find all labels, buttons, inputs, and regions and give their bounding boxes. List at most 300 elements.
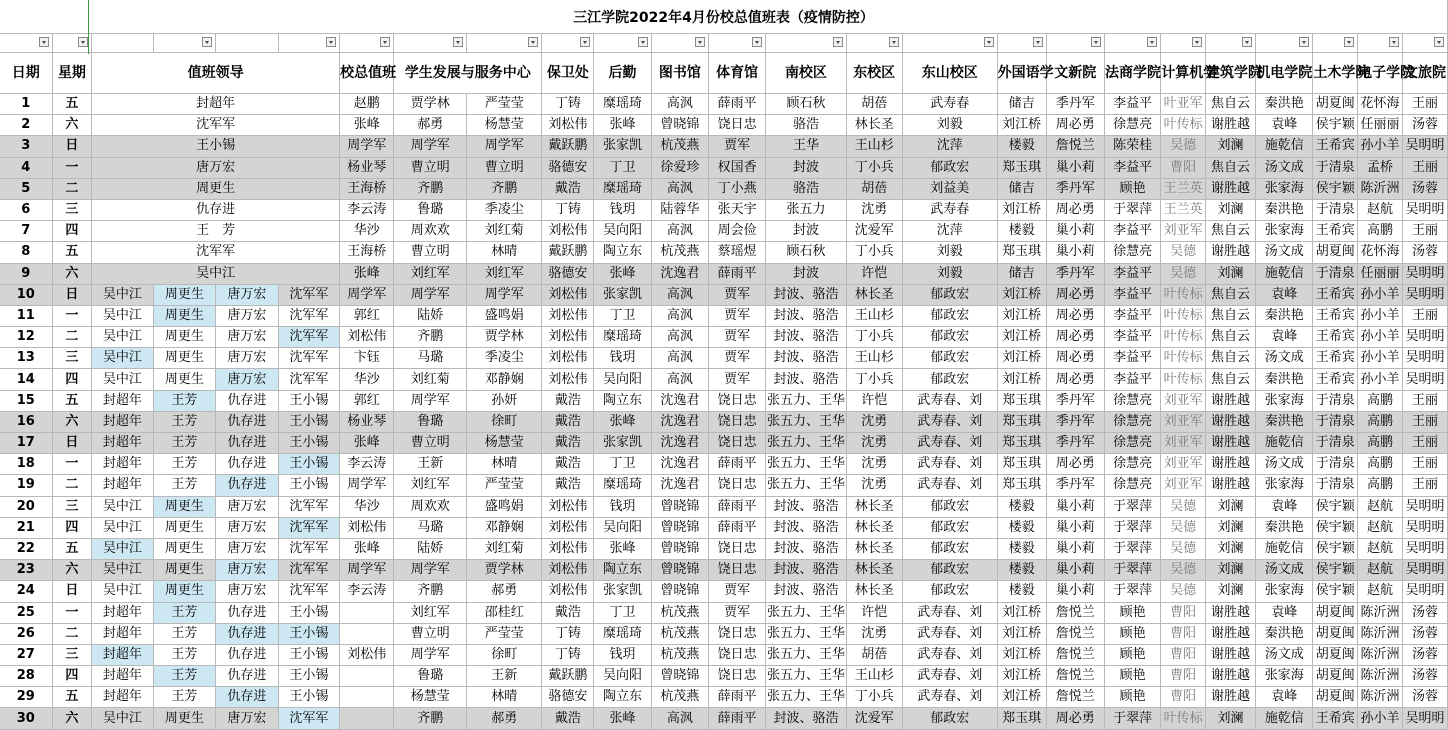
weekday-cell[interactable]: 二 — [52, 623, 92, 644]
duty-cell[interactable]: 齐鹏 — [394, 708, 467, 729]
duty-cell[interactable]: 郁政宏 — [902, 327, 997, 348]
duty-cell[interactable]: 高沨 — [651, 369, 708, 390]
duty-cell[interactable]: 周学军 — [394, 390, 467, 411]
duty-cell[interactable]: 贾军 — [709, 602, 766, 623]
duty-cell[interactable] — [340, 623, 394, 644]
filter-dropdown-button[interactable] — [1033, 37, 1043, 47]
duty-cell[interactable]: 贾军 — [709, 581, 766, 602]
date-cell[interactable]: 5 — [0, 178, 52, 199]
duty-cell[interactable]: 林长圣 — [846, 115, 902, 136]
duty-cell[interactable]: 杭茂燕 — [651, 136, 708, 157]
duty-cell[interactable]: 赵航 — [1358, 517, 1403, 538]
duty-cell[interactable]: 吴德 — [1161, 538, 1206, 559]
duty-cell[interactable]: 华沙 — [340, 496, 394, 517]
filter-dropdown-button[interactable] — [528, 37, 538, 47]
duty-cell[interactable]: 吴德 — [1161, 136, 1206, 157]
duty-cell[interactable]: 于清泉 — [1313, 263, 1358, 284]
leader-cell[interactable]: 沈军军 — [278, 348, 339, 369]
duty-cell[interactable]: 王希宾 — [1313, 284, 1358, 305]
duty-cell[interactable]: 巢小莉 — [1046, 581, 1104, 602]
duty-cell[interactable]: 谢胜越 — [1206, 666, 1256, 687]
duty-cell[interactable]: 周学军 — [394, 560, 467, 581]
duty-cell[interactable]: 丁小兵 — [846, 157, 902, 178]
weekday-cell[interactable]: 日 — [52, 284, 92, 305]
duty-cell[interactable]: 周必勇 — [1046, 708, 1104, 729]
duty-cell[interactable]: 丁铸 — [542, 94, 594, 115]
duty-cell[interactable]: 张家凯 — [594, 581, 651, 602]
duty-cell[interactable]: 武寿春、刘 — [902, 687, 997, 708]
leader-cell[interactable]: 王小锡 — [278, 602, 339, 623]
duty-cell[interactable]: 刘红军 — [467, 263, 542, 284]
duty-cell[interactable]: 饶日忠 — [709, 390, 766, 411]
duty-cell[interactable]: 马璐 — [394, 517, 467, 538]
duty-cell[interactable]: 薛雨平 — [709, 687, 766, 708]
filter-dropdown-button[interactable] — [695, 37, 705, 47]
duty-cell[interactable]: 郁政宏 — [902, 496, 997, 517]
duty-cell[interactable]: 周必勇 — [1046, 369, 1104, 390]
duty-cell[interactable]: 严莹莹 — [467, 475, 542, 496]
date-cell[interactable]: 24 — [0, 581, 52, 602]
duty-cell[interactable]: 王丽 — [1402, 305, 1447, 326]
duty-cell[interactable]: 谢胜越 — [1206, 115, 1256, 136]
duty-cell[interactable]: 叶传标 — [1161, 369, 1206, 390]
column-header[interactable]: 外国语学 — [997, 53, 1046, 94]
filter-dropdown-button[interactable] — [1434, 37, 1444, 47]
duty-cell[interactable] — [340, 708, 394, 729]
filter-dropdown-button[interactable] — [1299, 37, 1309, 47]
duty-cell[interactable]: 郑玉琪 — [997, 157, 1046, 178]
weekday-cell[interactable]: 六 — [52, 263, 92, 284]
duty-cell[interactable]: 张家海 — [1256, 390, 1313, 411]
leader-cell[interactable]: 封超年 — [92, 623, 153, 644]
duty-cell[interactable]: 戴浩 — [542, 433, 594, 454]
duty-cell[interactable]: 巢小莉 — [1046, 496, 1104, 517]
weekday-cell[interactable]: 二 — [52, 475, 92, 496]
leader-cell[interactable]: 周更生 — [153, 517, 216, 538]
duty-cell[interactable]: 施乾信 — [1256, 433, 1313, 454]
duty-cell[interactable]: 林晴 — [467, 687, 542, 708]
duty-cell[interactable]: 刘澜 — [1206, 560, 1256, 581]
weekday-cell[interactable]: 三 — [52, 644, 92, 665]
leader-cell[interactable]: 仇存进 — [216, 454, 279, 475]
duty-cell[interactable]: 郑玉琪 — [997, 708, 1046, 729]
leader-cell[interactable]: 周更生 — [153, 284, 216, 305]
duty-cell[interactable]: 秦洪艳 — [1256, 517, 1313, 538]
duty-cell[interactable]: 刘松伟 — [542, 221, 594, 242]
leader-cell[interactable]: 唐万宏 — [216, 284, 279, 305]
duty-cell[interactable]: 封波、骆浩 — [766, 369, 846, 390]
duty-cell[interactable]: 刘亚军 — [1161, 433, 1206, 454]
duty-cell[interactable]: 李益平 — [1104, 284, 1160, 305]
duty-cell[interactable]: 侯宇颖 — [1313, 115, 1358, 136]
column-header[interactable]: 值班领导 — [92, 53, 340, 94]
duty-cell[interactable]: 刘红军 — [394, 602, 467, 623]
column-header[interactable]: 土木学院 — [1313, 53, 1358, 94]
duty-cell[interactable]: 刘红菊 — [467, 221, 542, 242]
duty-cell[interactable]: 刘澜 — [1206, 263, 1256, 284]
duty-cell[interactable]: 杭茂燕 — [651, 602, 708, 623]
duty-cell[interactable]: 曹阳 — [1161, 157, 1206, 178]
date-cell[interactable]: 20 — [0, 496, 52, 517]
duty-cell[interactable]: 楼毅 — [997, 581, 1046, 602]
leader-cell[interactable]: 唐万宏 — [216, 327, 279, 348]
duty-cell[interactable]: 谢胜越 — [1206, 602, 1256, 623]
leader-cell[interactable]: 沈军军 — [278, 538, 339, 559]
duty-cell[interactable]: 于清泉 — [1313, 475, 1358, 496]
duty-cell[interactable]: 胡蓓 — [846, 94, 902, 115]
leader-cell[interactable]: 王小锡 — [278, 475, 339, 496]
duty-cell[interactable]: 王丽 — [1402, 157, 1447, 178]
duty-cell[interactable]: 吴明明 — [1402, 327, 1447, 348]
duty-cell[interactable]: 丁铸 — [542, 644, 594, 665]
duty-cell[interactable]: 刘松伟 — [340, 644, 394, 665]
duty-cell[interactable]: 贾军 — [709, 369, 766, 390]
duty-cell[interactable]: 曹阳 — [1161, 602, 1206, 623]
duty-cell[interactable]: 林长圣 — [846, 581, 902, 602]
duty-cell[interactable]: 储吉 — [997, 263, 1046, 284]
duty-cell[interactable]: 薛雨平 — [709, 496, 766, 517]
duty-cell[interactable]: 李益平 — [1104, 369, 1160, 390]
duty-cell[interactable]: 沈逸君 — [651, 390, 708, 411]
duty-cell[interactable]: 顾艳 — [1104, 602, 1160, 623]
duty-cell[interactable]: 孙小羊 — [1358, 284, 1403, 305]
duty-cell[interactable] — [340, 687, 394, 708]
duty-cell[interactable]: 詹悦兰 — [1046, 666, 1104, 687]
leader-cell[interactable]: 吴中江 — [92, 369, 153, 390]
leader-cell[interactable]: 王小锡 — [278, 433, 339, 454]
weekday-cell[interactable]: 一 — [52, 157, 92, 178]
duty-cell[interactable]: 王山杉 — [846, 666, 902, 687]
leader-cell[interactable]: 唐万宏 — [216, 560, 279, 581]
weekday-cell[interactable]: 一 — [52, 602, 92, 623]
duty-cell[interactable]: 徐慧亮 — [1104, 475, 1160, 496]
duty-cell[interactable]: 高鹏 — [1358, 221, 1403, 242]
duty-cell[interactable]: 袁峰 — [1256, 687, 1313, 708]
leader-cell[interactable]: 王芳 — [153, 644, 216, 665]
leader-cell[interactable]: 封超年 — [92, 433, 153, 454]
duty-cell[interactable]: 胡蓓 — [846, 178, 902, 199]
duty-cell[interactable]: 谢胜越 — [1206, 433, 1256, 454]
filter-dropdown-button[interactable] — [1091, 37, 1101, 47]
leader-cell[interactable]: 沈军军 — [278, 305, 339, 326]
leader-cell[interactable]: 封超年 — [92, 454, 153, 475]
date-cell[interactable]: 6 — [0, 199, 52, 220]
duty-cell[interactable]: 刘松伟 — [542, 560, 594, 581]
leader-cell[interactable]: 王芳 — [153, 454, 216, 475]
duty-cell[interactable]: 孙妍 — [467, 390, 542, 411]
duty-cell[interactable]: 季丹军 — [1046, 475, 1104, 496]
duty-cell[interactable]: 武寿春、刘 — [902, 411, 997, 432]
column-header[interactable]: 文新院 — [1046, 53, 1104, 94]
duty-cell[interactable]: 林晴 — [467, 454, 542, 475]
duty-cell[interactable]: 刘亚军 — [1161, 390, 1206, 411]
duty-cell[interactable]: 刘益美 — [902, 178, 997, 199]
duty-cell[interactable]: 高沨 — [651, 284, 708, 305]
duty-cell[interactable] — [340, 666, 394, 687]
duty-cell[interactable]: 刘毅 — [902, 263, 997, 284]
filter-dropdown-button[interactable] — [1192, 37, 1202, 47]
duty-cell[interactable]: 周必勇 — [1046, 199, 1104, 220]
duty-cell[interactable]: 高沨 — [651, 221, 708, 242]
duty-cell[interactable]: 华沙 — [340, 221, 394, 242]
duty-cell[interactable]: 钱玥 — [594, 496, 651, 517]
leader-cell[interactable]: 唐万宏 — [92, 157, 340, 178]
filter-dropdown-button[interactable] — [202, 37, 212, 47]
duty-cell[interactable]: 丁卫 — [594, 305, 651, 326]
duty-cell[interactable]: 孙小羊 — [1358, 327, 1403, 348]
duty-cell[interactable]: 张峰 — [594, 411, 651, 432]
duty-cell[interactable]: 张五力、王华 — [766, 623, 846, 644]
duty-cell[interactable]: 顾艳 — [1104, 178, 1160, 199]
date-cell[interactable]: 18 — [0, 454, 52, 475]
duty-cell[interactable]: 鲁璐 — [394, 666, 467, 687]
leader-cell[interactable]: 吴中江 — [92, 348, 153, 369]
duty-cell[interactable]: 武寿春、刘 — [902, 454, 997, 475]
duty-cell[interactable]: 曹立明 — [394, 157, 467, 178]
duty-cell[interactable]: 杨慧莹 — [467, 433, 542, 454]
duty-cell[interactable]: 周学军 — [340, 560, 394, 581]
column-header[interactable]: 南校区 — [766, 53, 846, 94]
duty-cell[interactable]: 郑玉琪 — [997, 454, 1046, 475]
duty-cell[interactable]: 汤文成 — [1256, 348, 1313, 369]
duty-cell[interactable]: 于翠萍 — [1104, 581, 1160, 602]
duty-cell[interactable]: 封波 — [766, 157, 846, 178]
duty-cell[interactable]: 孟桥 — [1358, 157, 1403, 178]
duty-cell[interactable]: 施乾信 — [1256, 538, 1313, 559]
leader-cell[interactable]: 吴中江 — [92, 327, 153, 348]
duty-cell[interactable]: 丁铸 — [542, 623, 594, 644]
leader-cell[interactable]: 王小锡 — [278, 390, 339, 411]
duty-cell[interactable]: 刘江桥 — [997, 687, 1046, 708]
duty-cell[interactable]: 秦洪艳 — [1256, 94, 1313, 115]
duty-cell[interactable]: 严莹莹 — [467, 623, 542, 644]
duty-cell[interactable]: 薛雨平 — [709, 708, 766, 729]
weekday-cell[interactable]: 四 — [52, 369, 92, 390]
duty-cell[interactable]: 周欢欢 — [394, 496, 467, 517]
duty-cell[interactable]: 华沙 — [340, 369, 394, 390]
duty-cell[interactable]: 周欢欢 — [394, 221, 467, 242]
duty-cell[interactable]: 张天宇 — [709, 199, 766, 220]
duty-cell[interactable]: 施乾信 — [1256, 708, 1313, 729]
duty-cell[interactable]: 徐町 — [467, 644, 542, 665]
duty-cell[interactable]: 巢小莉 — [1046, 560, 1104, 581]
duty-cell[interactable]: 王山杉 — [846, 305, 902, 326]
duty-cell[interactable]: 封波、骆浩 — [766, 327, 846, 348]
duty-cell[interactable]: 高鹏 — [1358, 433, 1403, 454]
column-header[interactable]: 图书馆 — [651, 53, 708, 94]
column-header[interactable]: 学生发展与服务中心 — [394, 53, 542, 94]
duty-cell[interactable]: 郑玉琪 — [997, 411, 1046, 432]
duty-cell[interactable]: 郁政宏 — [902, 560, 997, 581]
duty-cell[interactable]: 丁铸 — [542, 199, 594, 220]
duty-cell[interactable]: 曹阳 — [1161, 623, 1206, 644]
duty-cell[interactable]: 饶日忠 — [709, 623, 766, 644]
weekday-cell[interactable]: 六 — [52, 115, 92, 136]
duty-cell[interactable]: 林长圣 — [846, 517, 902, 538]
duty-cell[interactable]: 骆浩 — [766, 178, 846, 199]
duty-cell[interactable]: 刘江桥 — [997, 666, 1046, 687]
duty-cell[interactable]: 丁小燕 — [709, 178, 766, 199]
duty-cell[interactable]: 于清泉 — [1313, 454, 1358, 475]
duty-cell[interactable]: 王山杉 — [846, 348, 902, 369]
duty-cell[interactable]: 薛雨平 — [709, 263, 766, 284]
duty-cell[interactable]: 刘松伟 — [542, 496, 594, 517]
duty-cell[interactable]: 刘松伟 — [340, 327, 394, 348]
date-cell[interactable]: 7 — [0, 221, 52, 242]
duty-cell[interactable]: 陈荣桂 — [1104, 136, 1160, 157]
duty-cell[interactable]: 于清泉 — [1313, 390, 1358, 411]
duty-cell[interactable]: 饶日忠 — [709, 538, 766, 559]
leader-cell[interactable]: 王芳 — [153, 390, 216, 411]
weekday-cell[interactable]: 六 — [52, 560, 92, 581]
leader-cell[interactable]: 吴中江 — [92, 305, 153, 326]
date-cell[interactable]: 11 — [0, 305, 52, 326]
duty-cell[interactable]: 刘澜 — [1206, 136, 1256, 157]
duty-cell[interactable]: 薛雨平 — [709, 454, 766, 475]
duty-cell[interactable]: 糜瑶琦 — [594, 327, 651, 348]
duty-cell[interactable]: 戴浩 — [542, 178, 594, 199]
weekday-cell[interactable]: 一 — [52, 454, 92, 475]
duty-cell[interactable]: 张家海 — [1256, 221, 1313, 242]
duty-cell[interactable]: 胡夏闽 — [1313, 687, 1358, 708]
duty-cell[interactable]: 秦洪艳 — [1256, 369, 1313, 390]
duty-cell[interactable]: 赵航 — [1358, 560, 1403, 581]
duty-cell[interactable]: 刘松伟 — [542, 284, 594, 305]
duty-cell[interactable]: 刘澜 — [1206, 538, 1256, 559]
duty-cell[interactable]: 高鹏 — [1358, 475, 1403, 496]
duty-cell[interactable]: 封波 — [766, 221, 846, 242]
duty-cell[interactable]: 李云涛 — [340, 581, 394, 602]
duty-cell[interactable]: 王丽 — [1402, 411, 1447, 432]
duty-cell[interactable]: 沈萍 — [902, 136, 997, 157]
duty-cell[interactable]: 邵桂红 — [467, 602, 542, 623]
filter-dropdown-button[interactable] — [580, 37, 590, 47]
duty-cell[interactable]: 沈爱军 — [846, 221, 902, 242]
duty-cell[interactable]: 赵航 — [1358, 538, 1403, 559]
duty-cell[interactable]: 吴明明 — [1402, 560, 1447, 581]
duty-cell[interactable]: 糜瑶琦 — [594, 623, 651, 644]
duty-cell[interactable]: 吴明明 — [1402, 136, 1447, 157]
duty-cell[interactable]: 曾晓锦 — [651, 538, 708, 559]
duty-cell[interactable]: 郑玉琪 — [997, 475, 1046, 496]
duty-cell[interactable]: 刘江桥 — [997, 369, 1046, 390]
date-cell[interactable]: 23 — [0, 560, 52, 581]
duty-cell[interactable]: 周学军 — [467, 284, 542, 305]
duty-cell[interactable]: 武寿春、刘 — [902, 390, 997, 411]
duty-cell[interactable]: 詹悦兰 — [1046, 602, 1104, 623]
duty-cell[interactable]: 张峰 — [594, 115, 651, 136]
duty-cell[interactable]: 刘江桥 — [997, 348, 1046, 369]
duty-cell[interactable]: 顾艳 — [1104, 623, 1160, 644]
duty-cell[interactable]: 王丽 — [1402, 94, 1447, 115]
duty-cell[interactable]: 叶传标 — [1161, 348, 1206, 369]
duty-cell[interactable]: 王海桥 — [340, 178, 394, 199]
duty-cell[interactable]: 贾军 — [709, 284, 766, 305]
duty-cell[interactable]: 储吉 — [997, 178, 1046, 199]
filter-dropdown-button[interactable] — [833, 37, 843, 47]
weekday-cell[interactable]: 日 — [52, 433, 92, 454]
weekday-cell[interactable]: 一 — [52, 305, 92, 326]
duty-cell[interactable]: 于翠萍 — [1104, 517, 1160, 538]
duty-cell[interactable]: 曹阳 — [1161, 687, 1206, 708]
duty-cell[interactable]: 吴明明 — [1402, 263, 1447, 284]
duty-cell[interactable]: 顾石秋 — [766, 242, 846, 263]
duty-cell[interactable]: 袁峰 — [1256, 602, 1313, 623]
duty-cell[interactable]: 饶日忠 — [709, 115, 766, 136]
duty-cell[interactable]: 曹立明 — [467, 157, 542, 178]
duty-cell[interactable]: 杭茂燕 — [651, 623, 708, 644]
duty-cell[interactable]: 徐慧亮 — [1104, 242, 1160, 263]
leader-cell[interactable]: 王芳 — [153, 475, 216, 496]
leader-cell[interactable]: 唐万宏 — [216, 496, 279, 517]
leader-cell[interactable]: 王小锡 — [278, 687, 339, 708]
duty-cell[interactable]: 刘澜 — [1206, 581, 1256, 602]
date-cell[interactable]: 2 — [0, 115, 52, 136]
duty-cell[interactable]: 刘红军 — [394, 263, 467, 284]
leader-cell[interactable]: 王 芳 — [92, 221, 340, 242]
duty-cell[interactable]: 贾学林 — [467, 327, 542, 348]
duty-cell[interactable]: 封波、骆浩 — [766, 708, 846, 729]
duty-cell[interactable]: 丁卫 — [594, 602, 651, 623]
column-header[interactable]: 日期 — [0, 53, 52, 94]
duty-cell[interactable]: 张五力、王华 — [766, 411, 846, 432]
leader-cell[interactable]: 封超年 — [92, 687, 153, 708]
duty-cell[interactable]: 吴德 — [1161, 263, 1206, 284]
duty-cell[interactable]: 张五力、王华 — [766, 433, 846, 454]
duty-cell[interactable]: 徐慧亮 — [1104, 390, 1160, 411]
filter-dropdown-button[interactable] — [380, 37, 390, 47]
duty-cell[interactable]: 丁小兵 — [846, 242, 902, 263]
duty-cell[interactable]: 沈勇 — [846, 454, 902, 475]
duty-cell[interactable]: 孙小羊 — [1358, 136, 1403, 157]
duty-cell[interactable]: 李益平 — [1104, 221, 1160, 242]
duty-cell[interactable]: 袁峰 — [1256, 284, 1313, 305]
leader-cell[interactable]: 唐万宏 — [216, 517, 279, 538]
leader-cell[interactable]: 王小锡 — [278, 411, 339, 432]
leader-cell[interactable]: 唐万宏 — [216, 708, 279, 729]
duty-cell[interactable]: 汤蓉 — [1402, 644, 1447, 665]
duty-cell[interactable]: 贾学林 — [394, 94, 467, 115]
date-cell[interactable]: 12 — [0, 327, 52, 348]
leader-cell[interactable]: 沈军军 — [278, 708, 339, 729]
duty-cell[interactable]: 戴浩 — [542, 475, 594, 496]
duty-cell[interactable]: 林晴 — [467, 242, 542, 263]
column-header[interactable]: 电子学院 — [1358, 53, 1403, 94]
duty-cell[interactable]: 曹阳 — [1161, 666, 1206, 687]
date-cell[interactable]: 15 — [0, 390, 52, 411]
duty-cell[interactable]: 赵鹏 — [340, 94, 394, 115]
duty-cell[interactable]: 戴跃鹏 — [542, 136, 594, 157]
duty-cell[interactable]: 饶日忠 — [709, 411, 766, 432]
duty-cell[interactable]: 李益平 — [1104, 263, 1160, 284]
duty-cell[interactable]: 施乾信 — [1256, 136, 1313, 157]
duty-cell[interactable]: 谢胜越 — [1206, 475, 1256, 496]
leader-cell[interactable]: 封超年 — [92, 390, 153, 411]
duty-cell[interactable]: 杨业琴 — [340, 411, 394, 432]
duty-cell[interactable]: 曹阳 — [1161, 644, 1206, 665]
duty-cell[interactable]: 杭茂燕 — [651, 242, 708, 263]
leader-cell[interactable]: 仇存进 — [216, 433, 279, 454]
duty-cell[interactable]: 巢小莉 — [1046, 221, 1104, 242]
duty-cell[interactable]: 陶立东 — [594, 390, 651, 411]
duty-cell[interactable]: 刘松伟 — [542, 327, 594, 348]
duty-cell[interactable]: 陈沂洲 — [1358, 666, 1403, 687]
duty-cell[interactable]: 沈勇 — [846, 411, 902, 432]
leader-cell[interactable]: 仇存进 — [92, 199, 340, 220]
date-cell[interactable]: 4 — [0, 157, 52, 178]
duty-cell[interactable]: 鲁璐 — [394, 199, 467, 220]
duty-cell[interactable]: 丁小兵 — [846, 687, 902, 708]
